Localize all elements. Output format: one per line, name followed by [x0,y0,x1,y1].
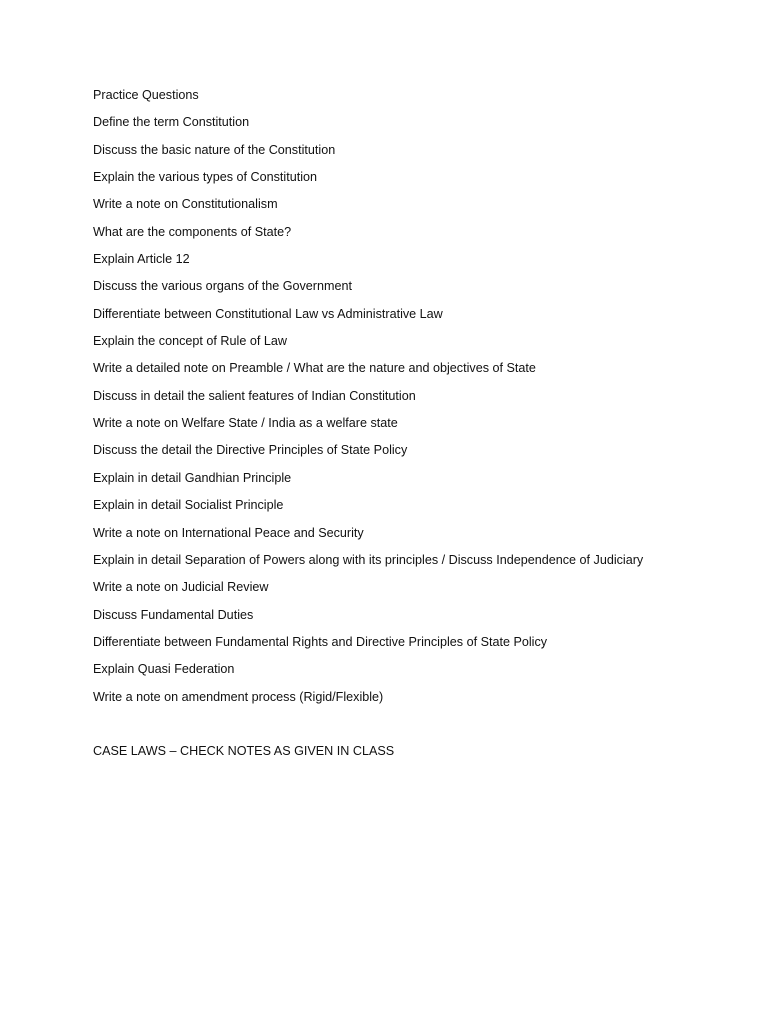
question-item: Discuss the detail the Directive Principles of State Policy [93,443,408,458]
question-item: Explain the various types of Constitution [93,170,318,185]
question-item: Write a note on International Peace and Security [93,525,364,540]
question-item: Write a note on amendment process (Rigid/Flexible) [93,689,384,704]
question-item: Discuss in detail the salient features of Indian Constitution [93,388,416,403]
question-item: Explain in detail Separation of Powers along with its principles / Discuss Independence of Judiciary [93,552,644,567]
question-item: Write a note on Judicial Review [93,580,269,595]
question-item: Differentiate between Fundamental Rights and Directive Principles of State Policy [93,634,548,649]
question-item: Explain in detail Gandhian Principle [93,470,292,485]
question-item: Explain Article 12 [93,252,190,267]
question-item: Define the term Constitution [93,115,250,130]
question-item: Discuss the basic nature of the Constitution [93,142,336,157]
document-heading: Practice Questions [93,88,199,102]
question-item: Explain the concept of Rule of Law [93,334,287,349]
question-item: Explain Quasi Federation [93,662,235,677]
question-item: Write a note on Welfare State / India as a welfare state [93,416,398,431]
question-item: Write a note on Constitutionalism [93,197,278,212]
question-item: Differentiate between Constitutional Law vs Administrative Law [93,306,443,321]
question-list [93,114,733,716]
question-item: Write a detailed note on Preamble / What are the nature and objectives of State [93,361,536,376]
document-content [93,87,733,759]
question-item: Discuss the various organs of the Government [93,279,352,294]
case-laws-note: CASE LAWS – CHECK NOTES AS GIVEN IN CLASS [93,744,395,759]
question-item: Explain in detail Socialist Principle [93,498,284,513]
question-item: What are the components of State? [93,224,292,239]
question-item: Discuss Fundamental Duties [93,607,254,622]
